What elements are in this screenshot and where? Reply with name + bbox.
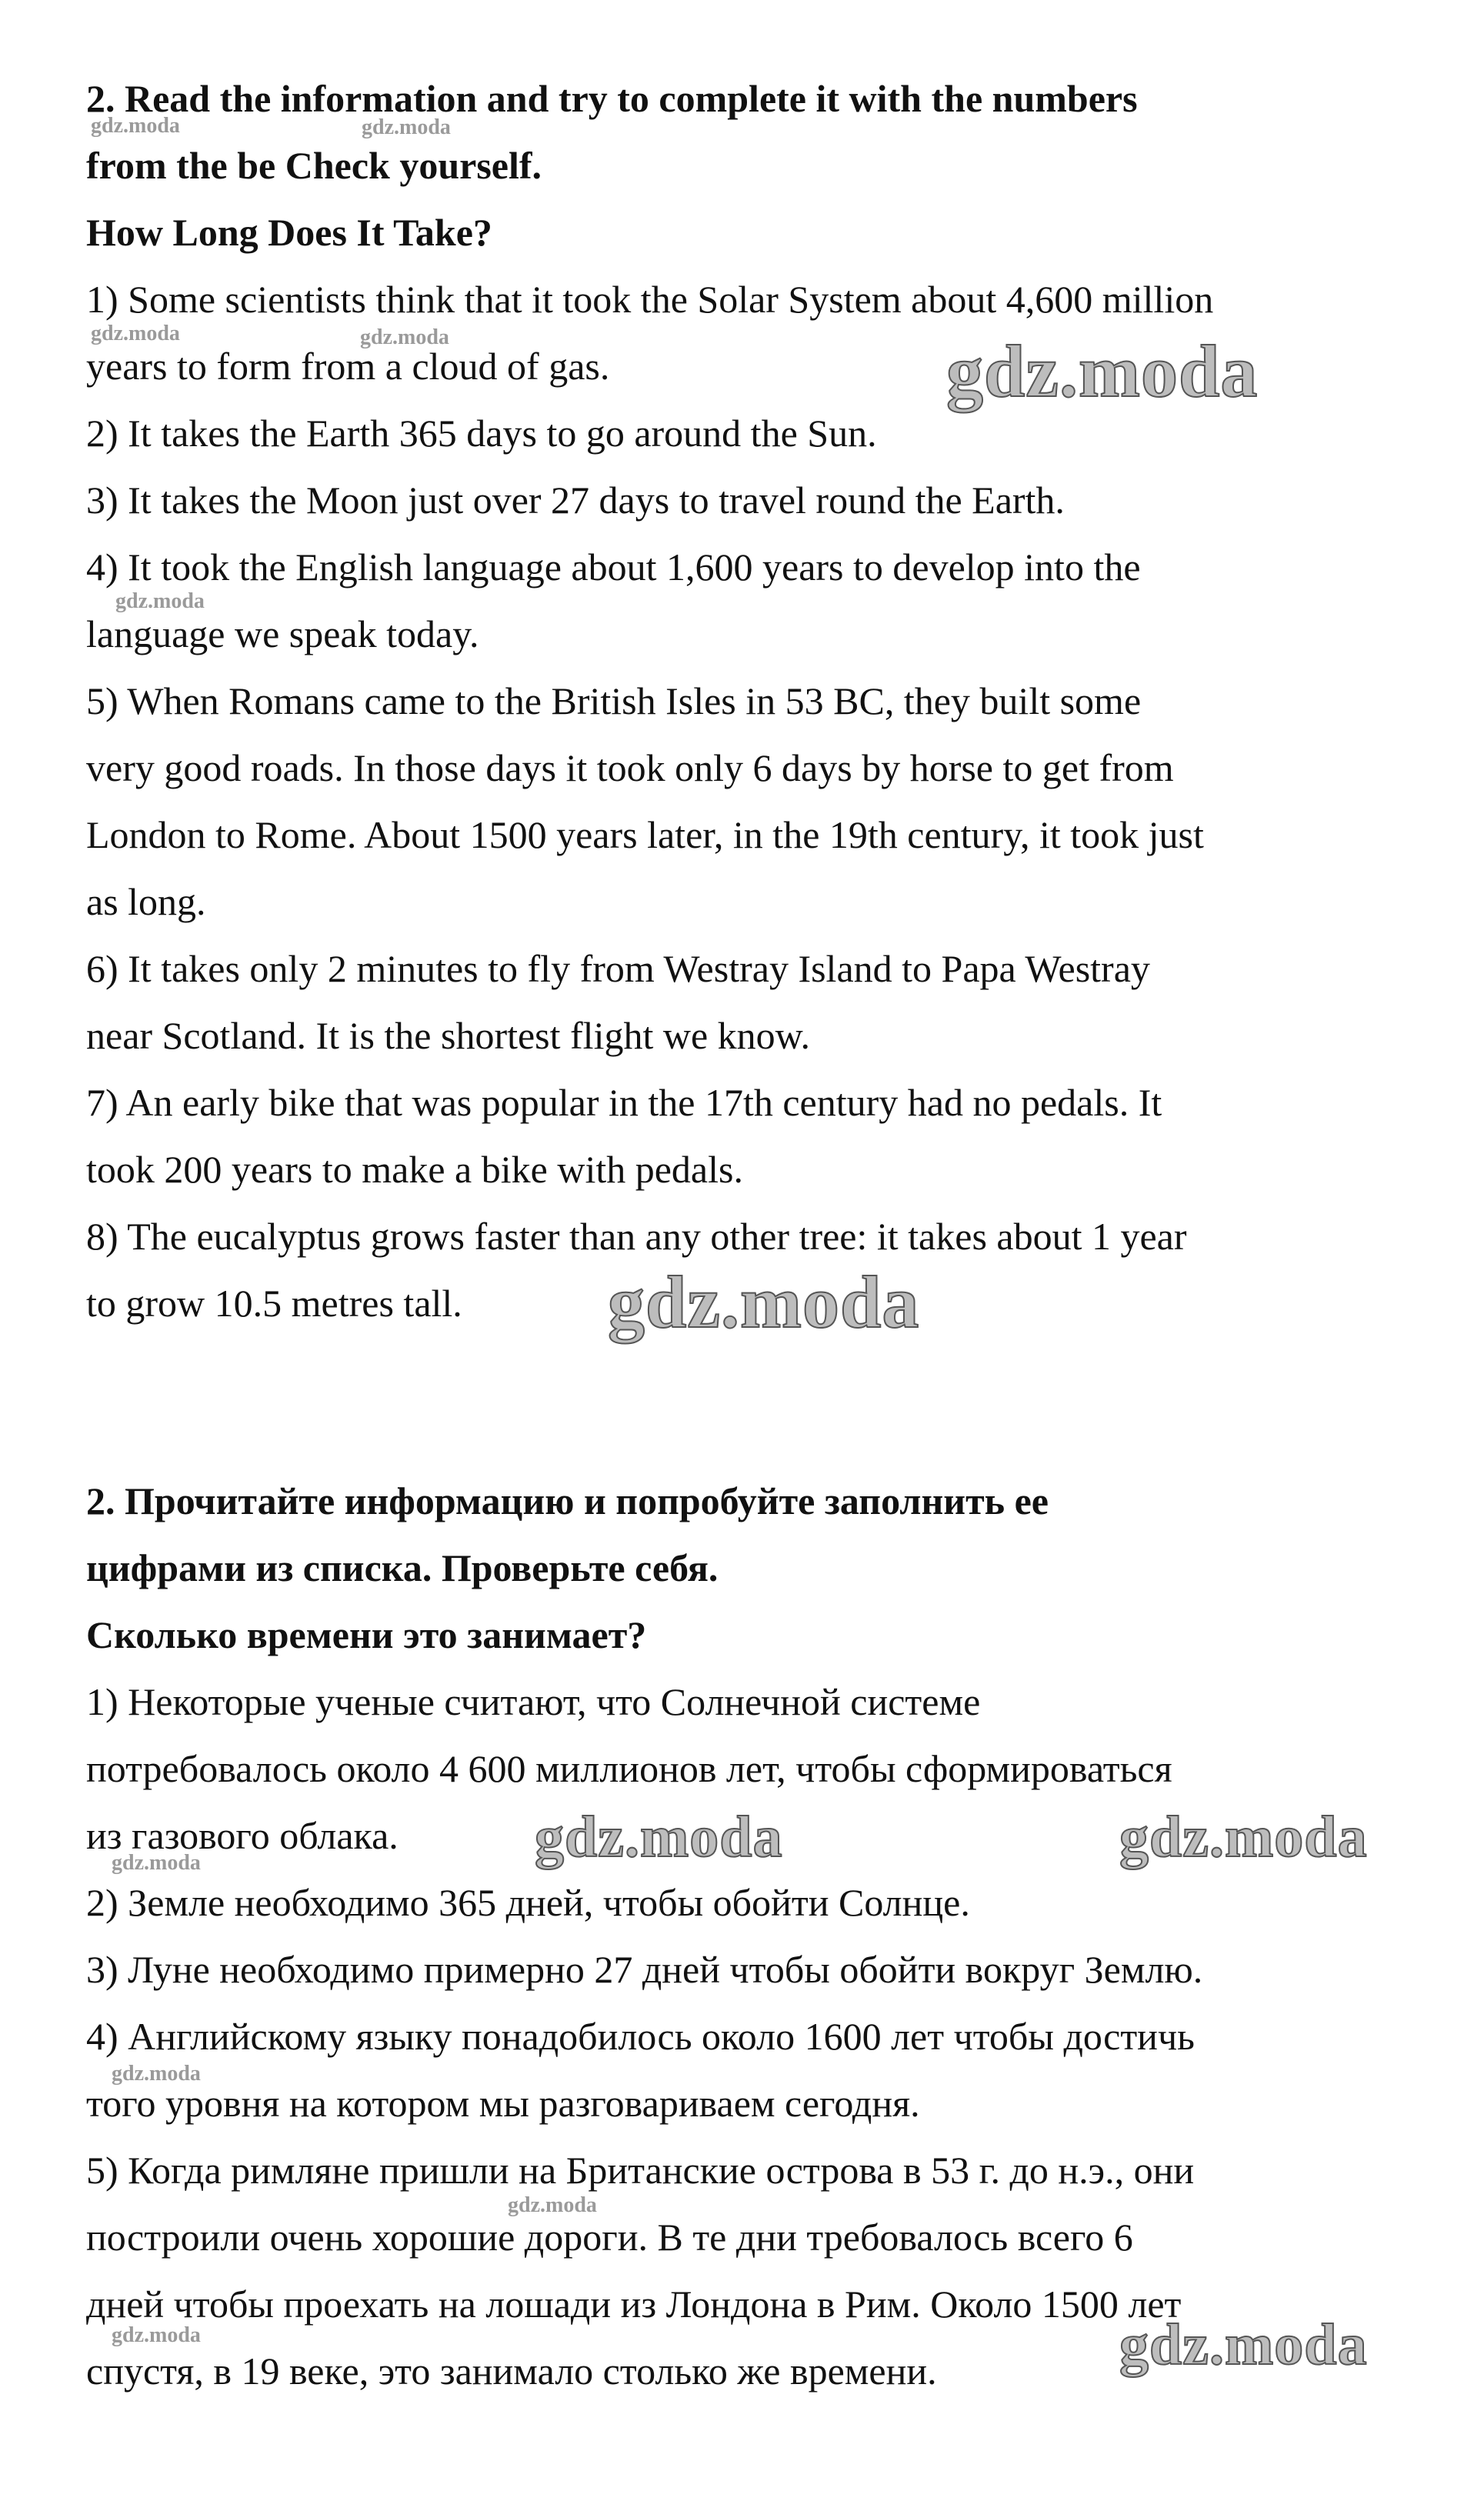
watermark-small: gdz.moda [112, 1851, 201, 1875]
russian-body-line: дней чтобы проехать на лошади из Лондона в Рим. Около 1500 лет [86, 2283, 1182, 2326]
russian-title: Сколько времени это занимает? [86, 1613, 647, 1656]
watermark-medium: gdz.moda [1119, 1805, 1368, 1869]
russian-body-line: из газового облака. [86, 1814, 399, 1857]
english-body-line: 5) When Romans came to the British Isles in 53 BC, they built some [86, 679, 1142, 722]
russian-body-line: построили очень хорошие дороги. В те дни требовалось всего 6 [86, 2216, 1133, 2259]
english-body-line: 8) The eucalyptus grows faster than any other tree: it takes about 1 year [86, 1215, 1187, 1258]
english-body-line: took 200 years to make a bike with pedals. [86, 1148, 743, 1191]
english-exercise [86, 65, 1409, 1343]
russian-body-line: 1) Некоторые ученые считают, что Солнечной системе [86, 1680, 981, 1723]
watermark-medium: gdz.moda [1119, 2313, 1368, 2377]
english-body-line: to grow 10.5 metres tall. [86, 1282, 462, 1325]
watermark-small: gdz.moda [91, 114, 180, 138]
english-body-line: as long. [86, 880, 206, 923]
english-body-line: 3) It takes the Moon just over 27 days to travel round the Earth. [86, 479, 1065, 522]
russian-body-line: 3) Луне необходимо примерно 27 дней чтобы обойти вокруг Землю. [86, 1948, 1203, 1991]
russian-exercise [86, 1468, 1409, 2405]
russian-body-line: того уровня на котором мы разговариваем сегодня. [86, 2082, 920, 2125]
english-body-line: London to Rome. About 1500 years later, in the 19th century, it took just [86, 813, 1204, 856]
russian-body-line: спустя, в 19 веке, это занимало столько же времени. [86, 2349, 937, 2393]
english-body-line: very good roads. In those days it took only 6 days by horse to get from [86, 746, 1174, 789]
russian-body-line: 4) Английскому языку понадобилось около 1600 лет чтобы достичь [86, 2015, 1195, 2058]
english-body-line: 7) An early bike that was popular in the 17th century had no pedals. It [86, 1081, 1162, 1124]
watermark-small: gdz.moda [91, 322, 180, 345]
watermark-small: gdz.moda [362, 115, 451, 139]
watermark-large: gdz.moda [946, 330, 1259, 412]
english-body-line: 2) It takes the Earth 365 days to go around the Sun. [86, 412, 877, 455]
english-body-line: near Scotland. It is the shortest flight we know. [86, 1014, 811, 1057]
watermark-small: gdz.moda [360, 325, 449, 349]
watermark-medium: gdz.moda [535, 1805, 783, 1869]
english-body-line: 6) It takes only 2 minutes to fly from Westray Island to Papa Westray [86, 947, 1150, 990]
english-heading-line-1: 2. Read the information and try to complete it with the numbers [86, 77, 1138, 120]
watermark-small: gdz.moda [115, 589, 205, 613]
english-title: How Long Does It Take? [86, 211, 492, 254]
english-heading-line-2: from the be Check yourself. [86, 144, 542, 187]
watermark-small: gdz.moda [508, 2193, 597, 2217]
english-body-line: 1) Some scientists think that it took the Solar System about 4,600 million [86, 278, 1214, 321]
watermark-small: gdz.moda [112, 2323, 201, 2347]
russian-heading-line-1: 2. Прочитайте информацию и попробуйте заполнить ее [86, 1479, 1049, 1522]
russian-body-line: 5) Когда римляне пришли на Британские острова в 53 г. до н.э., они [86, 2149, 1195, 2192]
english-body-line: years to form from a cloud of gas. [86, 345, 610, 388]
watermark-small: gdz.moda [112, 2062, 201, 2086]
russian-body-line: потребовалось около 4 600 миллионов лет, чтобы сформироваться [86, 1747, 1172, 1790]
watermark-large: gdz.moda [608, 1261, 920, 1343]
russian-body-line: 2) Земле необходимо 365 дней, чтобы обойти Солнце. [86, 1881, 970, 1924]
english-body-line: language we speak today. [86, 612, 479, 655]
english-body-line: 4) It took the English language about 1,600 years to develop into the [86, 545, 1141, 589]
russian-heading-line-2: цифрами из списка. Проверьте себя. [86, 1546, 719, 1589]
